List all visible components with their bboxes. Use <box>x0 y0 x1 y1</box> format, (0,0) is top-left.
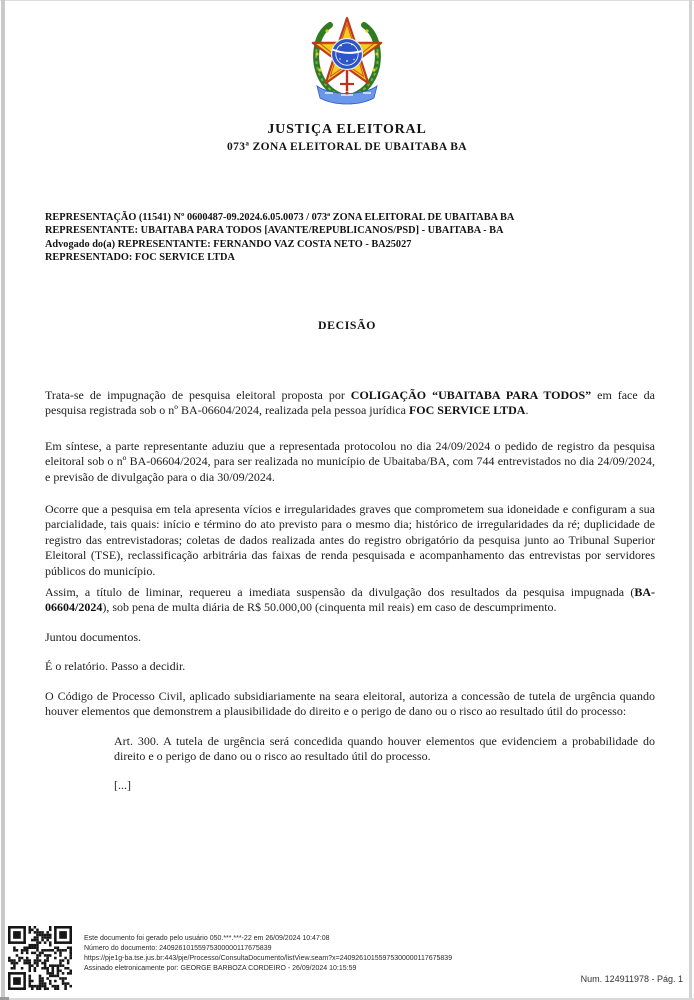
case-number-line: REPRESENTAÇÃO (11541) Nº 0600487-09.2024.6.05.0073 / 073ª ZONA ELEITORAL DE UBAITABA BA <box>45 212 515 223</box>
representado-line: REPRESENTADO: FOC SERVICE LTDA <box>45 251 235 263</box>
document-number-line: Número do documento: 24092610155975300000117675839 <box>84 945 272 952</box>
footer-meta <box>84 934 644 974</box>
paragraph: Ocorre que a pesquisa em tela apresenta vícios e irregularidades graves que comprometem sua idoneidade e configuram a sua parcialidade, tais quais: início e término do ato previsto para o mesmo dia; histórico de irregularidades da ré; duplicidade de registro das entrevistadoras; coletas de dados realizada antes do registro obrigatório da pesquisa junto ao Tribunal Superior Eleitoral (TSE), reclassificação arbitrária das faixas de renda pesquisada e acompanhamento das entrevistas por servidores públicos do município. <box>45 502 655 578</box>
paragraph: O Código de Processo Civil, aplicado subsidiariamente na seara eleitoral, autoriza a concessão de tutela de urgência quando houver elementos que demonstrem a plausibilidade do direito e o perigo de dano ou o risco ao resultado útil do processo: <box>45 688 655 719</box>
document-header <box>0 122 694 153</box>
brazil-coat-of-arms-icon <box>307 14 387 106</box>
representante-line: REPRESENTANTE: UBAITABA PARA TODOS [AVANTE/REPUBLICANOS/PSD] - UBAITABA - BA <box>45 225 504 237</box>
decision-heading: DECISÃO <box>318 318 376 332</box>
page-number-label: Num. 124911978 - Pág. 1 <box>580 974 683 984</box>
paragraph: Juntou documentos. <box>45 629 141 644</box>
signed-by-line: Assinado eletronicamente por: GEORGE BARBOZA CORDEIRO - 26/09/2024 10:15:59 <box>84 965 357 972</box>
paragraph: Em síntese, a parte representante aduziu que a representada protocolou no dia 24/09/2024 o pedido de registro da pesquisa eleitoral sob o nº BA-06604/2024, para ser realizada no município de Ubaitaba/BA, com 744 entrevistados no dia 24/09/2024, e previsão de divulgação para o dia 30/09/2024. <box>45 438 655 484</box>
qr-code <box>8 926 72 990</box>
paragraph: Assim, a título de liminar, requereu a imediata suspensão da divulgação dos resultados da pesquisa impugnada (BA-06604/2024), sob pena de multa diária de R$ 50.000,00 (cinquenta mil reais) em caso de descumprimento. <box>45 585 655 615</box>
document-url-line: https://pje1g-ba.tse.jus.br:443/pje/Processo/ConsultaDocumento/listView.seam?x=24092610155975300000117675839 <box>84 955 453 962</box>
decision-body <box>45 388 655 808</box>
paragraph: [...] <box>114 778 131 793</box>
paragraph: Art. 300. A tutela de urgência será concedida quando houver elementos que evidenciem a probabilidade do direito e o perigo de dano ou o risco ao resultado útil do processo. <box>114 733 655 763</box>
paragraph: Trata-se de impugnação de pesquisa eleitoral proposta por COLIGAÇÃO “UBAITABA PARA TODOS” em face da pesquisa registrada sob o nº BA-06604/2024, realizada pela pessoa jurídica FOC SERVICE LTDA. <box>45 388 655 418</box>
scan-edge-top <box>0 0 694 1</box>
paragraph: É o relatório. Passo a decidir. <box>45 659 186 674</box>
generated-by-line: Este documento foi gerado pelo usuário 050.***.***-22 em 26/09/2024 10:47:08 <box>84 935 330 942</box>
advogado-line: Advogado do(a) REPRESENTANTE: FERNANDO VAZ COSTA NETO - BA25027 <box>45 238 412 250</box>
zone-subtitle: 073ª ZONA ELEITORAL DE UBAITABA BA <box>227 141 467 153</box>
case-header <box>45 211 657 264</box>
court-title: JUSTIÇA ELEITORAL <box>267 122 427 137</box>
